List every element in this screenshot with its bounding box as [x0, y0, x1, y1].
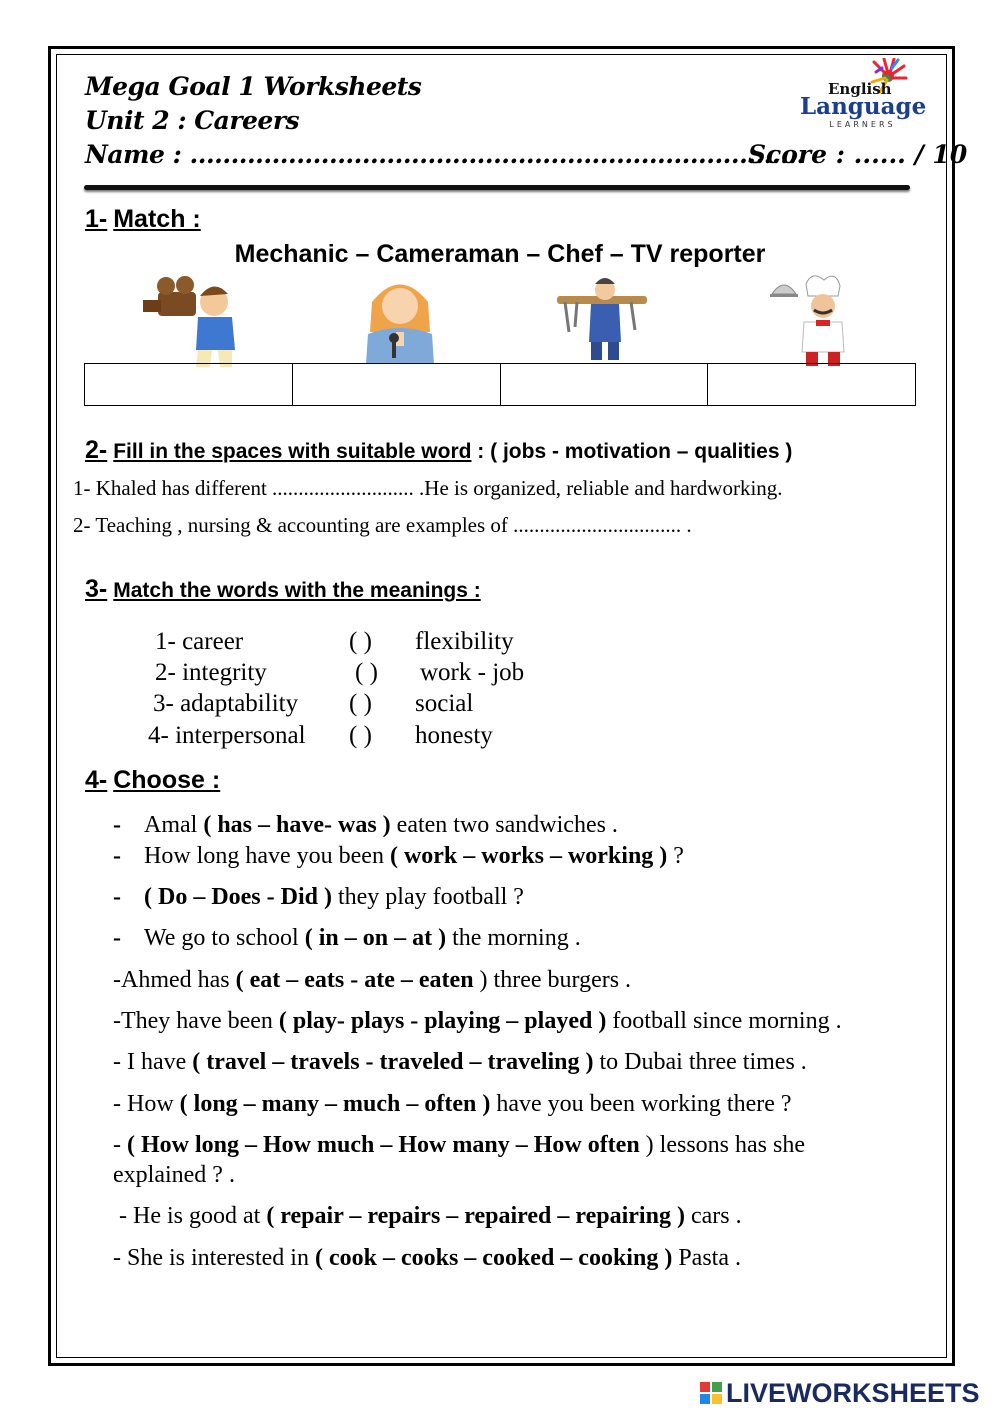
logo-text-english: English — [828, 80, 892, 98]
logo-text-language: Language — [800, 93, 927, 120]
section-number: 1- — [85, 205, 108, 233]
section-number: 3- — [85, 575, 108, 603]
meaning-4: honesty — [415, 722, 493, 749]
section-2-heading — [85, 436, 792, 465]
section-number: 2- — [85, 436, 108, 464]
cameraman-picture — [140, 272, 240, 367]
choose-question-9-continued: explained ? . — [113, 1162, 235, 1188]
answer-options: ( cook – cooks – cooked – cooking ) — [314, 1245, 673, 1271]
meaning-2: work - job — [420, 659, 525, 686]
choose-question-9[interactable]: - ( How long – How much – How many – How often ) lessons has she — [113, 1132, 805, 1158]
bullet-dash: - — [113, 925, 121, 951]
bullet-dash: - — [113, 884, 121, 910]
meaning-1: flexibility — [415, 628, 514, 655]
section-4-heading — [85, 766, 220, 795]
section-title: Match : — [113, 205, 201, 233]
bullet-dash: - — [113, 812, 121, 838]
section-3-heading — [85, 575, 481, 604]
bullet-dash: - — [113, 843, 121, 869]
match-word-1: 1- career — [155, 628, 244, 655]
answer-options: ( long – many – much – often ) — [179, 1091, 491, 1117]
liveworksheets-watermark: LIVEWORKSHEETS — [726, 1378, 980, 1408]
choose-question-4[interactable]: - We go to school ( in – on – at ) the morning . — [113, 925, 581, 951]
choose-question-5[interactable]: -Ahmed has ( eat – eats - ate – eaten ) three burgers . — [113, 967, 632, 993]
answer-options: ( travel – travels - traveled – traveling ) — [192, 1049, 594, 1075]
match-blank-4[interactable]: ( ) — [349, 722, 372, 749]
answer-box-3[interactable] — [501, 364, 709, 405]
section-title: Fill in the spaces with suitable word — [113, 440, 472, 463]
choose-question-11[interactable]: - She is interested in ( cook – cooks – cooked – cooking ) Pasta . — [113, 1245, 741, 1271]
answer-options: ( play- plays - playing – played ) — [278, 1008, 607, 1034]
match-word-3: 3- adaptability — [153, 690, 299, 717]
logo-text-learners: LEARNERS — [829, 120, 896, 129]
unit-title: Unit 2 : Careers — [85, 106, 300, 135]
match-word-2: 2- integrity — [155, 659, 267, 686]
answer-options: ( work – works – working ) — [389, 843, 668, 869]
answer-box-2[interactable] — [293, 364, 501, 405]
choose-question-1[interactable]: - Amal ( has – have- was ) eaten two sandwiches . — [113, 812, 618, 838]
answer-options: ( How long – How much – How many – How often — [127, 1132, 640, 1158]
name-field-label[interactable]: Name : .......................................................…................. — [85, 140, 805, 169]
meaning-3: social — [415, 690, 474, 717]
word-options: : ( jobs - motivation – qualities ) — [471, 440, 793, 463]
match-blank-1[interactable]: ( ) — [349, 628, 372, 655]
section-1-heading — [85, 205, 201, 234]
mechanic-picture — [555, 272, 655, 367]
choose-question-3[interactable]: - ( Do – Does - Did ) they play football ? — [113, 884, 524, 910]
answer-options: ( has – have- was ) — [203, 812, 391, 838]
answer-box-4[interactable] — [708, 364, 915, 405]
match-blank-3[interactable]: ( ) — [349, 690, 372, 717]
choose-question-2[interactable]: - How long have you been ( work – works – working ) ? — [113, 843, 684, 869]
choose-question-10[interactable]: - He is good at ( repair – repairs – repaired – repairing ) cars . — [113, 1203, 742, 1229]
section-title: Choose : — [113, 766, 221, 794]
fill-sentence-1[interactable]: 1- Khaled has different ........................... .He is organized, reliable and hardworking. — [73, 476, 783, 500]
chef-picture — [760, 272, 860, 367]
liveworksheets-icon — [700, 1382, 722, 1404]
answer-box-1[interactable] — [85, 364, 293, 405]
match-word-4: 4- interpersonal — [148, 722, 306, 749]
choose-question-6[interactable]: -They have been ( play- plays - playing – played ) football since morning . — [113, 1008, 842, 1034]
fill-sentence-2[interactable]: 2- Teaching , nursing & accounting are examples of ................................ . — [73, 513, 692, 537]
word-bank: Mechanic – Cameraman – Chef – TV reporter — [234, 240, 766, 268]
answer-options: ( repair – repairs – repaired – repairing ) — [266, 1203, 685, 1229]
match-blank-2[interactable]: ( ) — [355, 659, 378, 686]
header-divider — [84, 185, 910, 190]
tv-reporter-picture — [350, 272, 450, 367]
answer-options: ( Do – Does - Did ) — [144, 884, 332, 910]
section-title: Match the words with the meanings : — [113, 579, 481, 602]
score-label: Score : ...... / 10 — [748, 140, 968, 169]
english-language-learners-logo — [800, 58, 925, 130]
section-number: 4- — [85, 766, 108, 794]
answer-options: ( eat – eats - ate – eaten — [235, 967, 474, 993]
answer-options: ( in – on – at ) — [304, 925, 447, 951]
choose-question-8[interactable]: - How ( long – many – much – often ) have you been working there ? — [113, 1091, 792, 1117]
worksheet-series-title: Mega Goal 1 Worksheets — [85, 72, 422, 101]
match-answer-row — [84, 363, 916, 406]
choose-question-7[interactable]: - I have ( travel – travels - traveled – traveling ) to Dubai three times . — [113, 1049, 807, 1075]
